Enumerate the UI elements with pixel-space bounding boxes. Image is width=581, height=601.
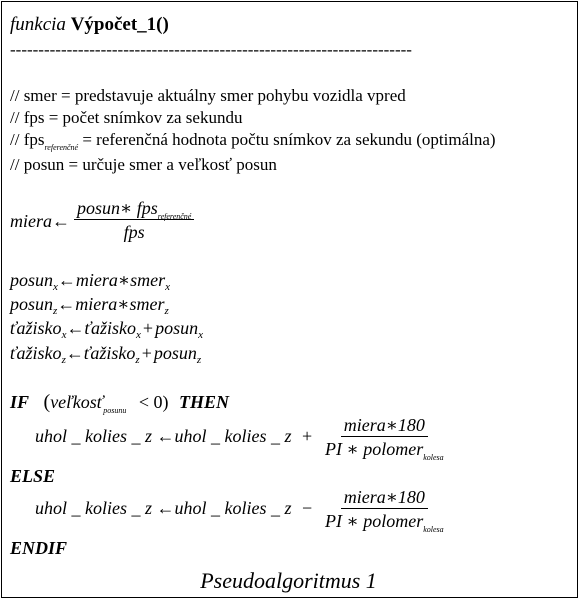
assignment-rhs-subscript: z (135, 354, 140, 366)
separator-line: ----------------------------------------------------------------------- (10, 40, 412, 59)
assignment-arrow: ← (65, 343, 84, 363)
assignment-rhs-subscript: x (165, 281, 171, 293)
then-assignment: uhol _ kolies _ z ←uhol _ kolies _ z + (35, 426, 313, 446)
assignment-row (10, 343, 201, 364)
caption: Pseudoalgoritmus 1 (200, 568, 377, 593)
miera-variable: miera (10, 211, 52, 231)
else-operator: − (301, 498, 313, 518)
comment-posun: // posun = určuje smer a veľkosť posun (10, 155, 277, 174)
if-keyword: IF (10, 392, 30, 412)
if-open-paren: ( (43, 391, 51, 413)
if-line (10, 391, 229, 414)
comment-fps-referencne (10, 130, 496, 150)
assignment-arrow: ← (66, 318, 85, 338)
assignment-rhs: ťažisko (83, 343, 136, 363)
assignment-lhs: posun (10, 294, 54, 314)
assignment-rhs-subscript: x (136, 329, 141, 341)
assignment-rhs2-subscript: z (196, 354, 202, 366)
assignment-arrow: ← (57, 270, 76, 290)
miera-denominator: fps (123, 222, 145, 242)
then-fraction (325, 414, 444, 461)
comment-fps-prefix: // fps (10, 130, 45, 149)
then-operator: + (301, 426, 313, 446)
assignment-rhs2: posun (155, 318, 199, 338)
assignment-lhs: posun (10, 270, 54, 290)
else-assignment: uhol _ kolies _ z ←uhol _ kolies _ z − (35, 498, 313, 518)
comment-fps-text: = referenčná hodnota počtu snímkov za sekundu (optimálna) (78, 130, 496, 149)
else-keyword: ELSE (10, 466, 56, 486)
assignment-row (10, 294, 169, 315)
comment-smer: // smer = predstavuje aktuálny smer pohybu vozidla vpred (10, 86, 406, 105)
miera-arrow: ← (52, 211, 70, 231)
function-keyword: funkcia (10, 14, 66, 35)
then-denominator: PI ∗ polomer$_{kolesa}$ (325, 439, 444, 462)
assignment-lhs: ťažisko (10, 318, 62, 338)
else-denominator: PI ∗ polomer$_{kolesa}$ (325, 511, 444, 534)
assignment-arrow: ← (57, 294, 76, 314)
assignment-lhs: ťažisko (10, 343, 62, 363)
then-numerator: miera∗180 (341, 414, 428, 437)
miera-fraction (74, 197, 194, 244)
assignment-lhs-subscript: x (61, 329, 67, 341)
assignment-rhs: miera∗smer (75, 294, 165, 314)
condition-comparison: < 0) (138, 392, 169, 412)
assignment-lhs-subscript: z (61, 354, 66, 366)
endif-keyword: ENDIF (10, 538, 68, 558)
assignment-rhs: miera∗smer (75, 270, 166, 290)
assignment-rhs: ťažisko (84, 318, 137, 338)
assignment-lhs-subscript: x (53, 281, 58, 293)
assignment-operator: + (142, 318, 154, 338)
condition-subscript: posunu (103, 406, 127, 415)
else-numerator: miera∗180 (341, 486, 428, 509)
assignment-rhs-subscript: z (164, 305, 169, 317)
assignment-row (10, 318, 203, 339)
assignment-lhs-subscript: z (53, 305, 58, 317)
function-header (10, 14, 169, 36)
function-name: Výpočet_1() (70, 14, 169, 35)
then-keyword: THEN (179, 392, 230, 412)
assignment-operator: + (141, 343, 152, 363)
comment-fps: // fps = počet snímkov za sekundu (10, 108, 243, 127)
comment-fps-subscript: referenčné (44, 143, 79, 152)
assignment-rhs2: posun (153, 343, 197, 363)
else-fraction (325, 486, 444, 533)
assignment-row (10, 270, 170, 291)
assignment-rhs2-subscript: x (198, 329, 203, 341)
miera-lhs (10, 211, 70, 232)
condition-variable: veľkosť (50, 392, 104, 412)
miera-numerator: posun∗ fps$_{referenčné}$ (74, 197, 194, 220)
